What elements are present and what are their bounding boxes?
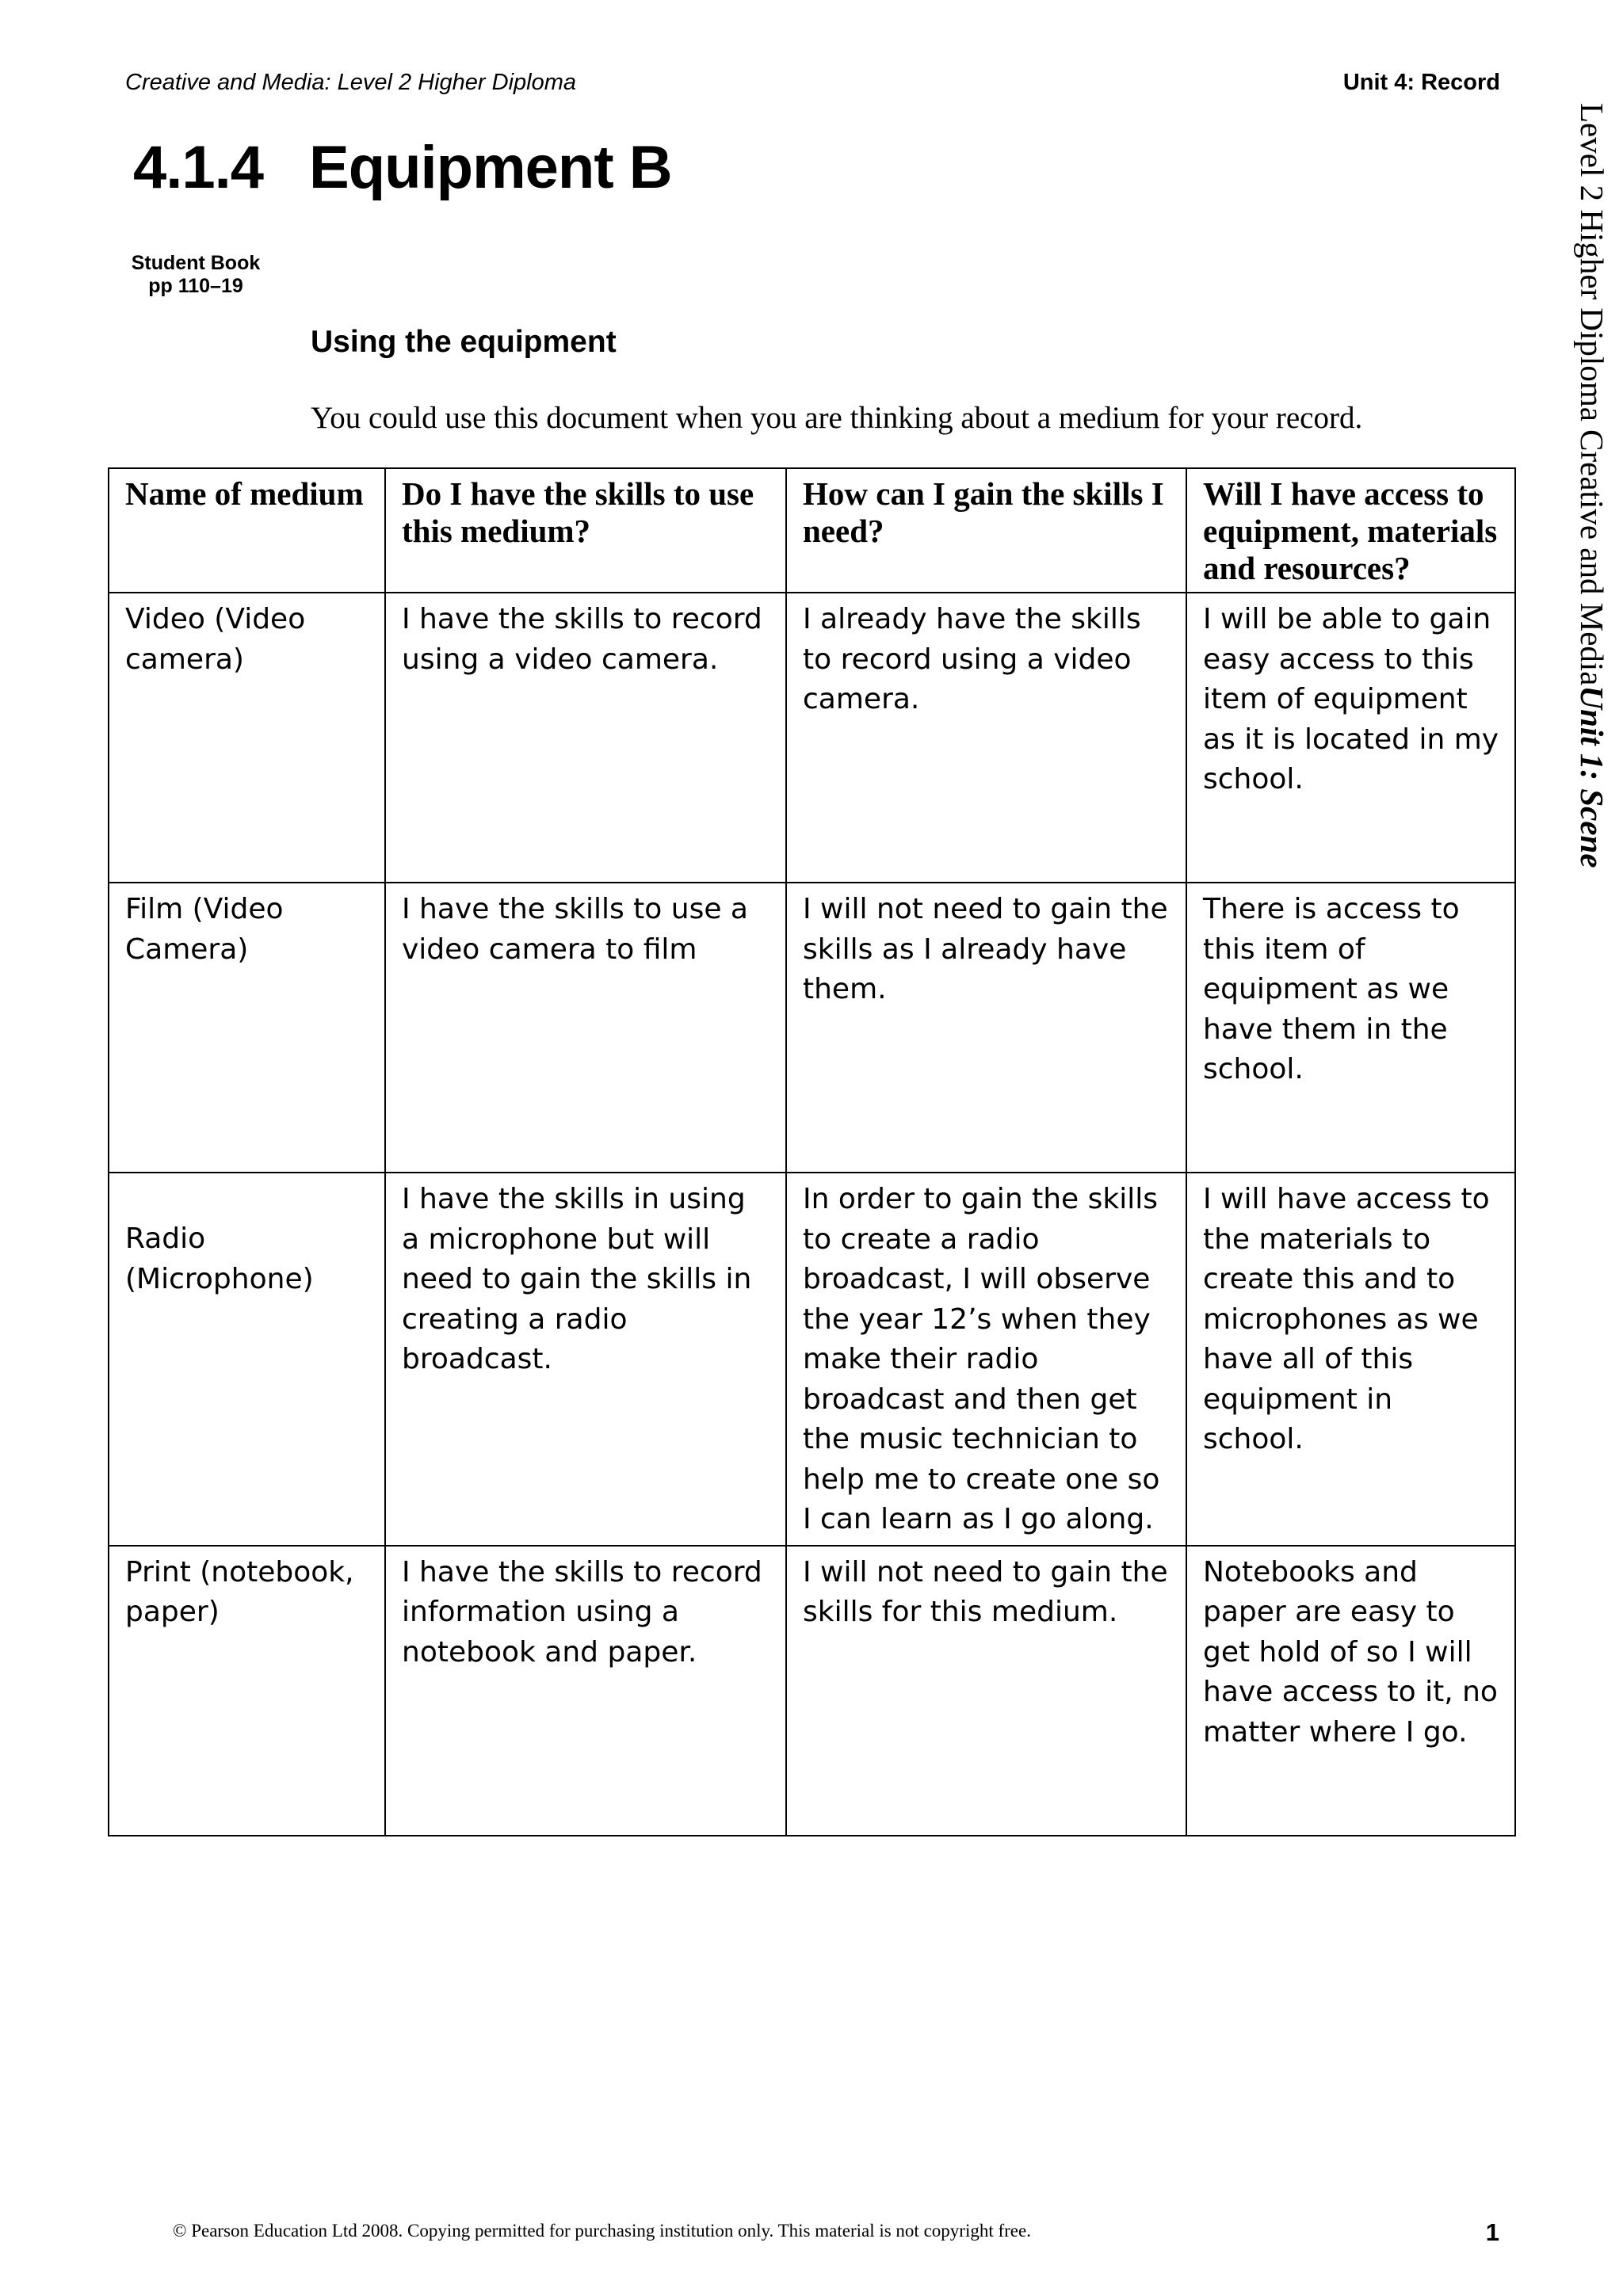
header-gain-skills: How can I gain the skills I need? <box>786 468 1186 593</box>
section-title: Equipment B <box>309 134 672 201</box>
cell-access: I will have access to the materials to create this and to microphones as we have all of this equipment in school. <box>1186 1173 1515 1546</box>
table-row <box>109 883 1515 1173</box>
cell-access: There is access to this item of equipment as we have them in the school. <box>1186 883 1515 1173</box>
sidebar-diploma: Level 2 Higher Diploma Creative and Media <box>1574 103 1610 686</box>
header-access: Will I have access to equipment, materials and resources? <box>1186 468 1515 593</box>
cell-access: I will be able to gain easy access to this item of equipment as it is located in my school. <box>1186 593 1515 883</box>
copyright-footer: © Pearson Education Ltd 2008. Copying permitted for purchasing institution only. This material is not copyright free. <box>173 2221 1031 2241</box>
header-have-skills: Do I have the skills to use this medium? <box>385 468 786 593</box>
student-book-reference <box>124 252 268 298</box>
cell-medium: Print (notebook, paper) <box>109 1546 385 1836</box>
cell-have-skills: I have the skills to use a video camera to film <box>385 883 786 1173</box>
sidebar-unit: Unit 1: Scene <box>1574 685 1610 868</box>
student-book-label: Student Book <box>131 252 261 274</box>
cell-gain-skills: I will not need to gain the skills as I already have them. <box>786 883 1186 1173</box>
running-header-course: Creative and Media: Level 2 Higher Diploma <box>125 70 577 95</box>
cell-have-skills: I have the skills to record information using a notebook and paper. <box>385 1546 786 1836</box>
page-number: 1 <box>1485 2218 1499 2246</box>
cell-gain-skills: I will not need to gain the skills for this medium. <box>786 1546 1186 1836</box>
cell-have-skills: I have the skills in using a microphone but will need to gain the skills in creating a radio broadcast. <box>385 1173 786 1546</box>
cell-gain-skills: I already have the skills to record using a video camera. <box>786 593 1186 883</box>
cell-medium: Video (Video camera) <box>109 593 385 883</box>
section-heading: Using the equipment <box>311 325 617 359</box>
table-header-row <box>109 468 1515 593</box>
table-row <box>109 1173 1515 1546</box>
page-title <box>133 133 672 202</box>
table-row <box>109 1546 1515 1836</box>
cell-have-skills: I have the skills to record using a video camera. <box>385 593 786 883</box>
table-row <box>109 593 1515 883</box>
medium-skills-table <box>108 467 1516 1836</box>
vertical-sidebar-text <box>1573 103 1611 868</box>
student-book-pages: pp 110–19 <box>148 275 243 297</box>
running-header-unit: Unit 4: Record <box>1342 70 1500 95</box>
cell-medium: Radio (Microphone) <box>109 1173 385 1546</box>
cell-gain-skills: In order to gain the skills to create a radio broadcast, I will observe the year 12’s when they make their radio broadcast and then get the music technician to help me to create one so I can learn as I go along. <box>786 1173 1186 1546</box>
cell-access: Notebooks and paper are easy to get hold of so I will have access to it, no matter where I go. <box>1186 1546 1515 1836</box>
cell-medium: Film (Video Camera) <box>109 883 385 1173</box>
section-number: 4.1.4 <box>133 134 264 201</box>
header-name-of-medium: Name of medium <box>109 468 385 593</box>
intro-paragraph: You could use this document when you are thinking about a medium for your record. <box>311 401 1363 435</box>
